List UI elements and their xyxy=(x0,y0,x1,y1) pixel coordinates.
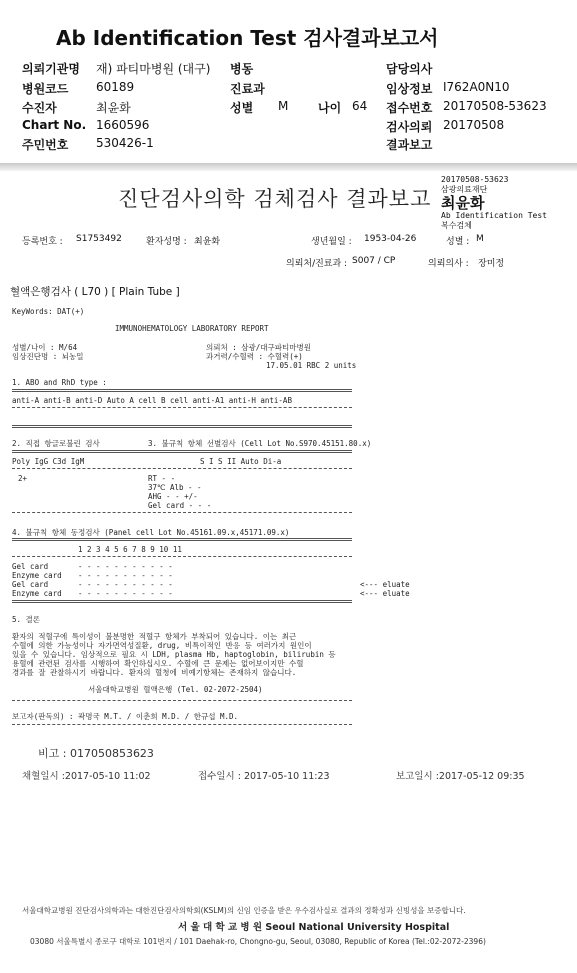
stamp-org: 삼광의료재단 xyxy=(441,185,488,194)
rule xyxy=(12,724,352,725)
eluate-note: <--- eluate xyxy=(360,589,410,598)
conclusion-line: 있을 수 있습니다. 임상적으로 필요 시 LDH, plasma Hb, haptoglobin, bilirubin 등 xyxy=(12,650,336,659)
blood-bank-line: 서울대학교병원 혈액은행 (Tel. 02-2072-2504) xyxy=(88,685,263,694)
rule xyxy=(12,600,352,603)
dept-label: 의뢰처/진료과 : xyxy=(286,259,348,269)
field-value: 최윤화 xyxy=(96,101,131,115)
dept-value: S007 / CP xyxy=(352,256,396,266)
doctor-value: 장미정 xyxy=(478,259,505,269)
field-value: 재) 파티마병원 (대구) xyxy=(96,62,211,76)
stamp-name: 최윤화 xyxy=(441,194,485,212)
panel-columns: 1 2 3 4 5 6 7 8 9 10 11 xyxy=(78,545,182,554)
field-label: 임상정보 xyxy=(386,82,433,96)
reporter-line: 보고자(판독의) : 곽명국 M.T. / 이춘희 M.D. / 한규섭 M.D. xyxy=(12,712,239,721)
reg-label: 등록번호 : xyxy=(22,237,63,247)
rule xyxy=(12,468,352,469)
screen-row: AHG - - +/- xyxy=(148,492,198,501)
history-detail: 17.05.01 RBC 2 units xyxy=(266,361,357,370)
field-label: 수진자 xyxy=(22,101,57,115)
rule xyxy=(12,450,352,453)
dat-poly-value: 2+ xyxy=(18,474,28,483)
field-label: 병원코드 xyxy=(22,82,69,96)
field-value: 530426-1 xyxy=(96,136,154,150)
field-value: 60189 xyxy=(96,80,135,94)
screen-columns: S I S II Auto Di-a xyxy=(200,457,282,466)
report-title: Ab Identification Test 검사결과보고서 xyxy=(56,26,439,50)
field-label: 담당의사 xyxy=(386,62,433,76)
panel-row-values: - - - - - - - - - - - xyxy=(78,589,173,598)
stamp-test: Ab Identification Test xyxy=(441,211,547,220)
stamp-note: 복수검체 xyxy=(441,221,472,230)
screen-heading: 3. 불규칙 항체 선별검사 (Cell Lot No.S970.45151.80.x) xyxy=(148,439,372,448)
certification-text: 서울대학교병원 진단검사의학과는 대한진단검사의학회(KSLM)의 신임 인증을 받은 우수검사실로 결과의 정확성과 신빙성을 보증합니다. xyxy=(22,906,466,915)
rule xyxy=(12,512,352,513)
field-label: 병동 xyxy=(230,62,254,76)
field-value: 64 xyxy=(352,99,368,113)
abo-heading: 1. ABO and RhD type : xyxy=(12,378,107,387)
panel-row-values: - - - - - - - - - - - xyxy=(78,580,173,589)
field-label: 진료과 xyxy=(230,82,265,96)
field-value: M xyxy=(278,99,289,113)
patient-label: 환자성명 : xyxy=(146,237,187,247)
conclusion-line: 환자의 적혈구에 특이성이 불분명한 적혈구 항체가 부착되어 있습니다. 이는 최근 xyxy=(12,632,297,641)
doctor-label: 의뢰의사 : xyxy=(428,259,469,269)
rule xyxy=(12,407,352,408)
panel-row-values: - - - - - - - - - - - xyxy=(78,562,173,571)
history-line: 과거력/수혈력 : 수혈력(+) xyxy=(206,352,303,361)
scan-title: 진단검사의학 검체검사 결과보고 xyxy=(118,187,432,211)
abo-columns: anti-A anti-B anti-D Auto A cell B cell anti-A1 anti-H anti-AB xyxy=(12,396,292,405)
reg-value: S1753492 xyxy=(76,234,122,244)
field-value: 20170508-53623 xyxy=(443,99,547,113)
hospital-name: 서 울 대 학 교 병 원 Seoul National University Hospital xyxy=(178,922,450,933)
section-title: 혈액은행검사 ( L70 ) [ Plain Tube ] xyxy=(10,286,180,298)
field-label: 나이 xyxy=(318,101,342,115)
panel-row-values: - - - - - - - - - - - xyxy=(78,571,173,580)
rule xyxy=(12,538,352,541)
page-divider xyxy=(0,163,577,171)
dat-columns: Poly IgG C3d IgM xyxy=(12,457,85,466)
keywords: KeyWords: DAT(+) xyxy=(12,307,85,316)
conclusion-line: 경과를 잘 관찰하시기 바랍니다. 환자의 혈청에 비예기항체는 존재하지 않습니다. xyxy=(12,668,297,677)
diagnosis-line: 임상진단명 : 뇌농밀 xyxy=(12,352,84,361)
sex-value: M xyxy=(476,234,484,244)
field-label: 검사의뢰 xyxy=(386,120,433,134)
panel-row-label: Gel card xyxy=(12,562,49,571)
field-label: Chart No. xyxy=(22,118,87,132)
field-label: 결과보고 xyxy=(386,138,433,152)
panel-row-label: Enzyme card xyxy=(12,571,62,580)
patient-value: 최윤화 xyxy=(194,237,221,247)
field-value: 1660596 xyxy=(96,118,150,132)
lab-heading: IMMUNOHEMATOLOGY LABORATORY REPORT xyxy=(115,324,269,333)
screen-row: RT - - xyxy=(148,474,176,483)
field-value: I762A0N10 xyxy=(443,80,510,94)
dob-value: 1953-04-26 xyxy=(364,234,417,244)
field-label: 성별 xyxy=(230,101,254,115)
conclusion-line: 용혈에 관련된 검사를 시행하여 확인하십시오. 수혈에 큰 문제는 없어보이지만 수혈 xyxy=(12,659,304,668)
stamp-number: 20170508-53623 xyxy=(441,175,509,184)
field-label: 접수번호 xyxy=(386,101,433,115)
conclusion-line: 수혈에 의한 가능성이나 자가면역성질환, drug, 비특이적인 반응 등 여러가지 원인이 xyxy=(12,641,312,650)
rule xyxy=(12,389,352,392)
conclusion-heading: 5. 결론 xyxy=(12,615,41,624)
age-line: 성별/나이 : M/64 xyxy=(12,343,78,352)
screen-row: Gel card - - - xyxy=(148,501,212,510)
hospital-address: 03080 서울특별시 종로구 대학로 101번지 / 101 Daehak-ro, Chongno-gu, Seoul, 03080, Republic of Korea (Tel.:02-2072-2396) xyxy=(30,937,486,946)
dob-label: 생년월일 : xyxy=(311,237,352,247)
rule xyxy=(12,556,352,557)
dat-heading: 2. 직접 항글로불린 검사 xyxy=(12,439,100,448)
referral-line: 의뢰처 : 삼광/대구파티마병원 xyxy=(206,343,312,352)
memo: 비고 : 017050853623 xyxy=(38,747,154,760)
field-value: 20170508 xyxy=(443,118,505,132)
field-label: 주민번호 xyxy=(22,138,69,152)
panel-row-label: Enzyme card xyxy=(12,589,62,598)
sex-label: 성별 : xyxy=(446,237,470,247)
field-label: 의뢰기관명 xyxy=(22,62,80,76)
rule xyxy=(12,425,352,428)
report-time: 보고일시 :2017-05-12 09:35 xyxy=(396,771,525,782)
panel-row-label: Gel card xyxy=(12,580,49,589)
eluate-note: <--- eluate xyxy=(360,580,410,589)
rule xyxy=(12,700,352,701)
collect-time: 채혈일시 :2017-05-10 11:02 xyxy=(22,771,151,782)
screen-row: 37℃ Alb - - xyxy=(148,483,202,492)
panel-heading: 4. 불규칙 항체 동정검사 (Panel cell Lot No.45161.09.x,45171.09.x) xyxy=(12,528,290,537)
receive-time: 접수일시 : 2017-05-10 11:23 xyxy=(198,771,330,782)
